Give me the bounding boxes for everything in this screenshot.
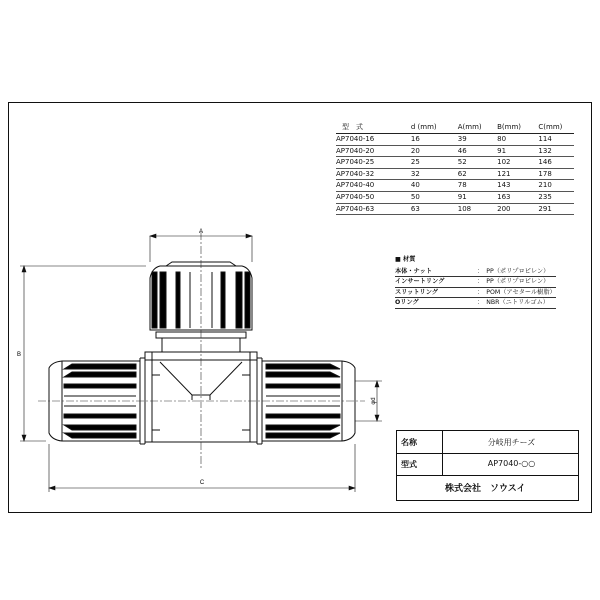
material-row xyxy=(395,298,556,309)
dim-c-label: C xyxy=(199,480,205,486)
table-row xyxy=(336,180,574,192)
cell-b: 102 xyxy=(497,158,511,167)
cell-a: 78 xyxy=(457,181,467,190)
cell-c: 235 xyxy=(538,192,552,201)
cell-model: AP7040-40 xyxy=(336,181,375,190)
table-row xyxy=(336,168,574,180)
cell-b: 143 xyxy=(497,181,511,190)
material-row xyxy=(395,277,556,288)
table-row xyxy=(336,191,574,203)
cell-model: AP7040-20 xyxy=(336,146,375,155)
cell-c: 146 xyxy=(538,158,552,167)
cell-a: 46 xyxy=(457,146,467,155)
material-value: ： POM（アセタール樹脂） xyxy=(477,288,556,296)
material-part: 本体・ナット xyxy=(395,267,433,275)
title-row-name xyxy=(397,431,578,454)
cell-a: 39 xyxy=(457,135,467,143)
table-row xyxy=(336,134,574,146)
cell-d: 16 xyxy=(410,135,420,143)
company-name: 株式会社 ソウスイ xyxy=(445,484,526,494)
header-c: C(mm) xyxy=(538,123,563,132)
cell-model: AP7040-63 xyxy=(336,204,375,213)
name-value: 分岐用チーズ xyxy=(487,438,536,447)
dimension-table xyxy=(336,122,574,215)
cell-c: 114 xyxy=(538,135,552,143)
material-part: スリットリング xyxy=(395,288,438,296)
cell-c: 132 xyxy=(538,146,552,155)
name-label: 名称 xyxy=(401,438,417,447)
table-header-row xyxy=(336,122,574,134)
cell-b: 200 xyxy=(497,204,511,213)
material-value: ： PP（ポリプロピレン） xyxy=(477,267,550,275)
materials-list xyxy=(395,255,556,309)
material-part: インサートリング xyxy=(395,278,445,285)
cell-b: 91 xyxy=(497,146,507,155)
cell-a: 108 xyxy=(457,204,472,213)
cell-model: AP7040-50 xyxy=(336,192,375,201)
cell-b: 163 xyxy=(497,192,511,201)
cell-c: 178 xyxy=(538,169,552,178)
cell-d: 20 xyxy=(410,146,420,155)
cell-d: 25 xyxy=(410,158,420,167)
cell-d: 40 xyxy=(410,181,420,190)
cell-a: 62 xyxy=(457,169,467,178)
header-d: d (mm) xyxy=(410,123,437,132)
title-block xyxy=(396,430,579,501)
title-row-model xyxy=(397,453,578,476)
material-row xyxy=(395,287,556,298)
cell-c: 210 xyxy=(538,181,552,190)
material-part: Oリング xyxy=(395,299,419,306)
table-row xyxy=(336,203,574,215)
material-value: ： PP（ポリプロピレン） xyxy=(477,278,550,285)
cell-a: 52 xyxy=(457,158,467,167)
cell-a: 91 xyxy=(457,192,467,201)
table-row xyxy=(336,157,574,169)
cell-b: 121 xyxy=(497,169,511,178)
header-b: B(mm) xyxy=(497,123,522,132)
cell-model: AP7040-25 xyxy=(336,158,375,167)
cell-d: 63 xyxy=(410,204,420,213)
cell-b: 80 xyxy=(497,135,507,143)
header-a: A(mm) xyxy=(457,123,482,132)
cell-model: AP7040-16 xyxy=(336,135,375,143)
cell-c: 291 xyxy=(538,204,552,213)
cell-model: AP7040-32 xyxy=(336,169,375,178)
table-row xyxy=(336,145,574,157)
dim-b-label: B xyxy=(16,352,22,358)
model-label: 型式 xyxy=(401,460,417,469)
header-model: 型 式 xyxy=(342,123,363,132)
material-row xyxy=(395,267,556,277)
material-value: ： NBR（ニトリルゴム） xyxy=(477,299,549,306)
dim-a-label: A xyxy=(198,229,204,235)
dim-d-label: φd xyxy=(371,397,377,405)
model-value: AP7040-○○ xyxy=(487,459,536,468)
materials-heading: ■ 材質 xyxy=(395,256,416,263)
cell-d: 32 xyxy=(410,169,420,178)
cell-d: 50 xyxy=(410,192,420,201)
